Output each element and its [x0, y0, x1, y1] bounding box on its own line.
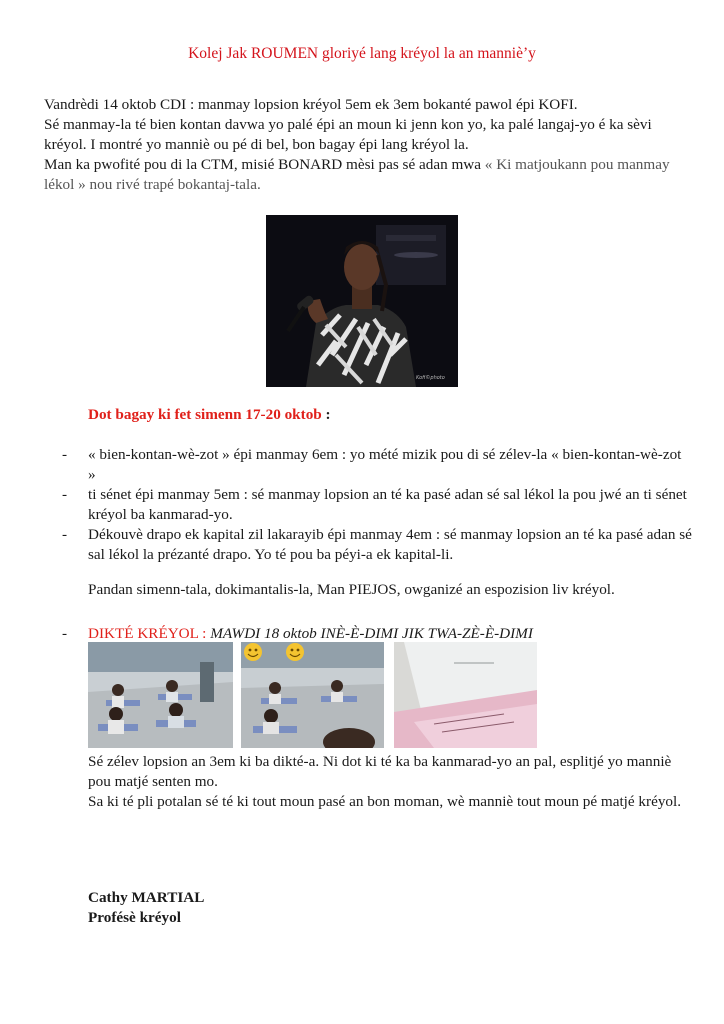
exposition-text: Pandan simenn-tala, dokimantalis-la, Man PIEJOS, owganizé an espozision liv kréyol. — [88, 581, 615, 598]
list-item-text: Dékouvè drapo ek kapital zil lakarayib épi manmay 4em : sé manmay lopsion an té ka pasé adan sé sal lékol la prézanté drapo. Yo té pou ba péyi-a ek kapital-li. — [88, 526, 692, 563]
dikte-label: DIKTÉ KRÉYOL : — [88, 625, 207, 642]
thanks-quote: « Ki matjoukann pou manmay lékol » nou rivé trapé bokantaj-tala. — [44, 156, 670, 193]
list-item: - « bien-kontan-wè-zot » épi manmay 6em : yo mété mizik pou di sé zélev-la « bien-kontan-wè-zot » — [62, 446, 682, 483]
classroom-photo-1 — [88, 642, 233, 748]
thanks-text: Man ka pwofité pou di la CTM, misié BONARD mèsi pas sé adan mwa — [44, 156, 485, 173]
dikte-description — [88, 752, 688, 812]
program-list — [62, 445, 692, 565]
kofi-photo-illustration — [266, 215, 458, 387]
photo-credit: Kofi©photo — [416, 375, 445, 381]
signature-role: Profésè kréyol — [88, 909, 181, 926]
dikte-detail: MAWDI 18 oktob INÈ-È-DIMI JIK TWA-ZÈ-È-DIMI — [206, 625, 533, 642]
dikte-heading: - DIKTÉ KRÉYOL : MAWDI 18 oktob INÈ-È-DIMI JIK TWA-ZÈ-È-DIMI — [62, 625, 533, 642]
dikte-paragraph-1: Sé zélev lopsion an 3em ki ba dikté-a. Ni dot ki té ka ba kanmarad-yo an pal, esplitjé yo manniè pou matjé senten mo. — [88, 753, 672, 790]
dikte-paragraph-2: Sa ki té pli potalan sé té ki tout moun pasé an bon moman, wè manniè tout moun pé matjé kréyol. — [88, 793, 682, 810]
intro-line-date: Vandrèdi 14 oktob CDI : manmay lopsion kréyol 5em ek 3em bokanté pawol épi KOFI. — [44, 96, 578, 113]
intro-line-thanks — [44, 155, 694, 195]
list-item: - Dékouvè drapo ek kapital zil lakarayib épi manmay 4em : sé manmay lopsion an té ka pasé adan sé sal lékol la prézanté drapo. Yo té pou ba péyi-a ek kapital-li. — [62, 526, 692, 563]
list-item-text: « bien-kontan-wè-zot » épi manmay 6em : yo mété mizik pou di sé zélev-la « bien-kontan-wè-zot » — [88, 446, 682, 483]
program-heading — [88, 405, 331, 425]
kofi-photo — [266, 215, 458, 387]
list-item: - ti sénet épi manmay 5em : sé manmay lopsion an té ka pasé adan sé sal lékol la pou jwé an ti sénet kréyol ba kanmarad-yo. — [62, 486, 687, 523]
intro-line-students: Sé manmay-la té bien kontan davwa yo palé épi an moun ki jenn kon yo, ka palé langaj-yo é ka sèvi kréyol. I montré yo manniè ou pé di bel, bon bagay épi lang kréyol la. — [44, 116, 652, 153]
program-heading-text: Dot bagay ki fet simenn 17-20 oktob — [88, 406, 322, 423]
program-heading-suffix: : — [321, 406, 331, 423]
signature-name: Cathy MARTIAL — [88, 889, 205, 906]
list-item-text: ti sénet épi manmay 5em : sé manmay lopsion an té ka pasé adan sé sal lékol la pou jwé an ti sénet kréyol ba kanmarad-yo. — [88, 486, 687, 523]
page-title: Kolej Jak ROUMEN gloriyé lang kréyol la an manniè’y — [188, 45, 536, 62]
classroom-photo-2 — [241, 642, 384, 748]
intro-paragraph — [44, 95, 694, 195]
signature-block — [88, 888, 204, 928]
dictation-paper-photo — [394, 642, 537, 748]
